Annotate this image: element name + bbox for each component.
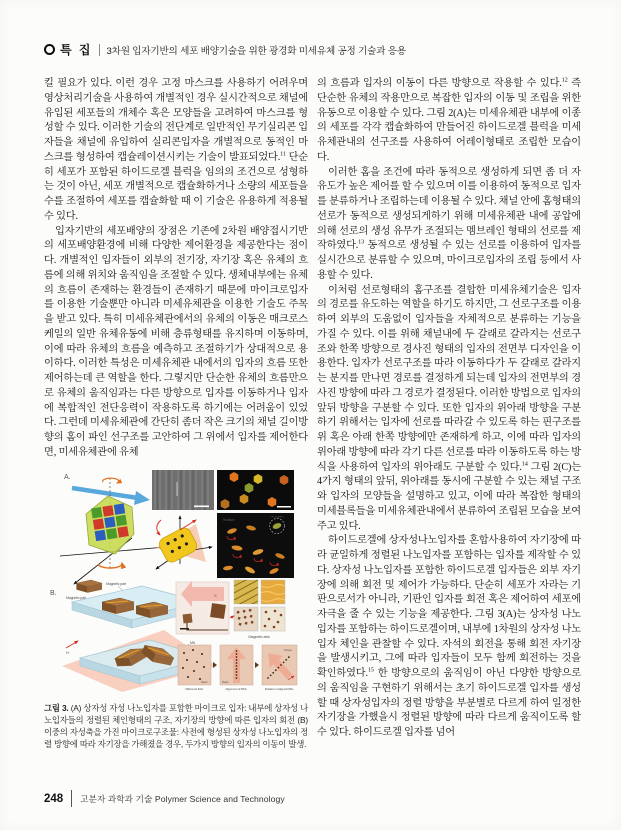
page-footer [44,790,285,807]
magnet-block-icon [76,580,102,593]
right-column [317,77,581,767]
running-title: 3차원 입자기반의 세포 배양기술을 위한 광경화 미세유체 공정 기술과 응용 [106,45,406,57]
footer-divider [71,790,72,807]
h-field-label: H [66,649,69,655]
figure-caption [44,703,308,750]
figure-3 [44,468,308,698]
ring-icon [44,44,55,55]
sem-image [152,470,214,510]
alignment-diagram [178,641,297,691]
particle-3d-illustration [60,478,166,584]
left-column-text [44,77,308,461]
header-divider [99,44,100,56]
resin-label: Resin [201,679,208,684]
paragraph: 의 흐름과 입자의 이동이 다른 방향으로 작용할 수 있다.$^{12}$ 즉 단순한 유체의 작용만으로 복잡한 입자의 이동 및 조립을 위한 유동으로 이용할 수 있다. 그림 2(A)는 미세유체관 내부에 이종의 세포를 각각 캡슐화하여 만들어진 하이드로겔 블럭을 미세유체관내의 선구조를 사용하여 어레이형태로 조립한 모습이다. [317,77,581,163]
panel-a-label: A. [64,473,71,481]
figure-caption-label: 그림 3. [44,703,69,714]
fluorescence-image [217,470,294,510]
flow-arrow-icon [72,488,138,498]
resin-label-2: Resin [222,679,229,684]
paragraph: 이러한 홈을 조건에 따라 동적으로 생성하게 되면 좀 더 자유도가 높은 제어를 할 수 있으며 이를 이용하여 동적으로 입자를 분류하거나 조립하는데 이용될 수 있다. 채널 안에 홈형태의 선로가 동적으로 생성되게하기 위해 미세유체관 내에 공압에 의해 선로의 생성 유무가 조절되는 멤브레인 형태의 선로를 제작하였다.$^{13}$ 동적으로 생성될 수 있는 선로를 이용하여 입자를 실시간으로 분류할 수 있으며, 마이크로입자의 조립 등에서 사용할 수 있다. [317,166,581,281]
magnetic-axis-label: Magnetic axis [248,634,270,639]
magnetic-part-label: Magnetic part [106,581,126,586]
no-rotation-label: No rotation [270,514,284,518]
paragraph: 이처럼 선로형태의 홈구조를 결합한 미세유체기술은 입자의 경로를 유도하는 역할을 하기도 하지만, 그 선로구조를 이용하여 외부의 도움없이 입자들을 자체적으로 분류하는 기능을 가질 수 있다. 이를 위해 채널내에 두 갈래로 갈라지는 선로구조와 한쪽 방향으로 경사진 형태의 입자의 전면부 디자인을 이용한다. 입자가 선로구조를 따라 이동하다가 두 갈래로 갈라지는 분지를 만나면 경로를 결정하게 되는데 입자의 전면부의 경사진 방향에 따라 그 경로가 결정된다. 이러한 방법으로 입자의 앞뒤 방향을 구분할 수 있다. 또한 입자의 위아래 방향을 구분하기 위해서는 입자에 선로를 따라갈 수 있도록 하는 핀구조를 위 혹은 아래 한쪽 방향에만 존재하게 하고, 이에 따라 입자의 위아래 방향에 따라 각기 다른 선로를 따라 이동하도록 하는 방식을 사용하여 입자의 위아래도 구분할 수 있다.$^{14}$ 그림 2(C)는 4가지 형태의 앞뒤, 위아래를 동시에 구분할 수 있는 채널 구조와 입자의 모양들을 설명하고 있고, 이에 따라 복잡한 형태의 미세블록들을 미세유체관내에서 분류하여 조립된 모습을 보여주고 있다. [317,284,581,532]
magnetic-part-label-2: Magnetic part [66,595,86,600]
rotation-image [217,513,294,578]
paragraph: 킬 필요가 있다. 이런 경우 고정 마스크를 사용하기 어려우며 영상처리기술을 사용하여 개별적인 경우 실시간적으로 채널에 유입된 세포들의 개체수 혹은 모양들을 고려하여 마스크를 형성할 수 있다. 이러한 기술의 전단계로 일반적인 무기실리콘 입자들을 채널에 유입하여 실리콘입자을 개별적으로 동적인 마스크를 형성하여 캡슐레이션시키는 기술이 발표되었다.$^{11}$ 단순히 세포가 포함된 하이드로겔 블럭을 임의의 조건으로 성형하는 것이 아닌, 세포 개별적으로 캡슐화하거나 소량의 세포들을 수를 조절하여 세포를 캡슐화할 때 이 기술은 유용하게 적용될 수 있다. [44,78,308,222]
right-column-text [317,77,581,741]
panel-b-label: B. [50,589,57,597]
journal-name: 고분자 과학과 기술 Polymer Science and Technology [80,793,285,804]
figure-3-image [44,468,300,692]
rotation-aligned-label: Rotation of aligned MNs [264,686,294,691]
magnetic-particle-diagram [156,516,212,569]
micrograph-panel [176,581,229,634]
paragraph: 하이드로겔에 상자성나노입자를 혼합사용하여 자기장에 따라 균일하게 정렬된 나노입자를 포함하는 입자를 제작할 수 있다. 상자성 나노입자를 포함한 하이드로겔 입자들은 외부 자기장에 의해 회전 및 제어가 가능하다. 단순히 세포가 자라는 기판으로서가 아니라, 기판인 입자를 회전 혹은 제어하여 세포에 자극을 줄 수 있는 기능을 제공한다. 그림 3(A)는 상자성 나노입자를 포함하는 하이드로겔이며, 내부에 1차원의 상자성 나노입자 체인을 관찰할 수 있다. 자석의 회전을 통해 회전 자기장을 발생시키고, 그에 따라 입자들이 모두 함께 회전하는 것을 확인하였다.$^{15}$ 한 방향으로의 움직임이 아닌 다양한 방향으로의 움직임을 구현하기 위해서는 초기 하이드로겔 입자를 생성할 때 상자성입자의 정렬 방향을 부분별로 다르게 하여 일정한 자기장을 가했을시 정렬된 방향에 따라 다르게 움직이도록 할 수 있다. 하이드로겔 입자를 넘어 [317,535,581,738]
paragraph: 입자기반의 세포배양의 장점은 기존에 2차원 배양접시기반의 세포배양환경에 비해 다양한 제어환경을 제공한다는 점이다. 개별적인 입자들이 외부의 전기장, 자기장 혹은 유체의 흐름에 의해 위치와 움직임을 조절할 수 있다. 생체내부에는 유체의 흐름이 존재하는 환경들이 존재하기 때문에 마이크로입자를 이용한 기술뿐만 아니라 미세유체관을 이용한 기술도 주목을 받고 있다. 특히 미세유체관에서의 유체의 이동은 매크로스케일의 일반 유체유동에 비해 층류형태를 유지하며 이동하며, 이에 따라 유체의 흐름을 예측하고 조절하기가 상대적으로 용이하다. 이러한 특성은 미세유체관 내에서의 입자의 흐름 또한 제어하는데 큰 역할을 한다. 그렇지만 단순한 유체의 흐름만으로 유체의 움직임과는 다른 방향으로 입자를 이동하거나 입자에 복합적인 전단응력이 작용하도록 하기에는 어려움이 있었다. 그런데 미세유체관에 간단히 좀더 작은 크기의 채널 길이방향의 홈이 파인 선구조를 고안하여 그 위에서 입자를 제어한다면, 미세유체관에 유체 [44,225,308,458]
left-column [44,77,308,750]
rotation-label: Rotation [223,517,235,522]
h-field-label-2: H [214,593,217,598]
torque-label: Torque [284,647,292,652]
figure-caption-text: (A) 상자성 자성 나노입자를 포함한 마이크로 입자: 내부에 상자성 나노입자들의 정렬된 체인형태의 구조, 자기장의 방향에 따른 입자의 회전 (B) 이중의 자성축을 가진 마이크로구조물: 사전에 형성된 상자성 나노입자의 정렬 방향에 따라 자기장을 가해졌을 경우, 두가지 방향의 입자의 이동이 발생. [44,703,308,749]
without-field-label: Without H field [185,686,203,691]
alignment-label: Alignment of MNs [225,686,247,691]
section-badge: 특 집 [60,43,93,57]
page-number: 248 [44,792,64,805]
mn-label: MN [190,640,195,645]
texture-panels [230,576,285,639]
page-header [44,41,406,58]
